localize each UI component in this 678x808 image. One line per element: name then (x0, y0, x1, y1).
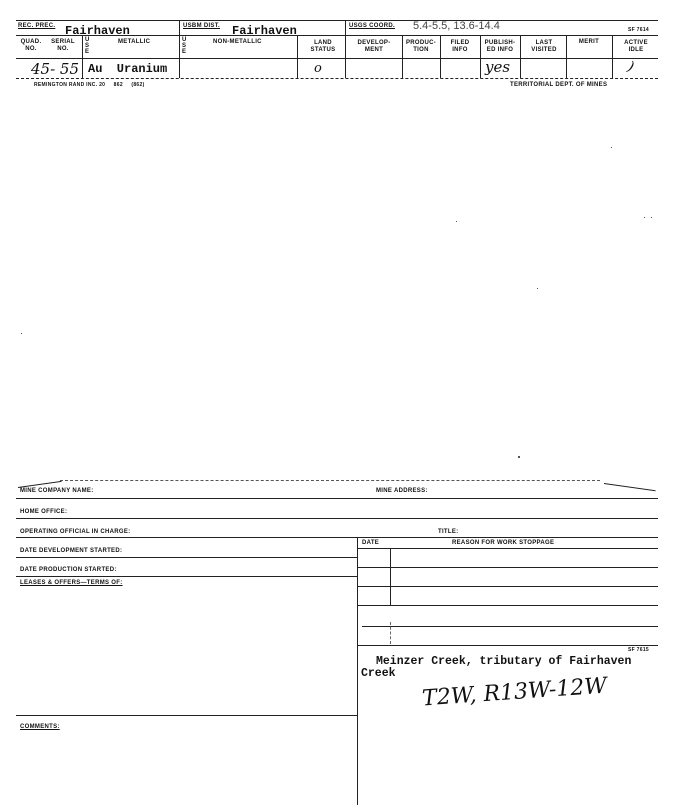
mine-address-label: MINE ADDRESS: (376, 488, 428, 494)
rec-prec-value: Fairhaven (65, 24, 130, 38)
leases-label: LEASES & OFFERS—TERMS OF: (20, 580, 123, 586)
usgs-coord-label: USGS COORD. (349, 23, 395, 29)
divider (566, 35, 567, 78)
torn-edge-right (604, 483, 656, 491)
divider (16, 537, 658, 538)
divider (440, 35, 441, 78)
divider (357, 645, 658, 646)
published-info-value: yes (485, 58, 511, 76)
torn-edge-left (18, 481, 62, 488)
col-land-status: LAND STATUS (310, 40, 336, 53)
footer-left: REMINGTON RAND INC. 20 862 (862) (34, 82, 145, 88)
handwritten-location: T2W, R13W-12W (421, 673, 608, 712)
divider (297, 35, 298, 78)
row-bottom (16, 78, 658, 79)
column-divider (16, 58, 658, 59)
col-serial-no: SERIAL NO. (51, 39, 75, 52)
note-line-2: Creek (361, 667, 396, 680)
active-idle-value: ) (625, 58, 637, 76)
col-non-metallic: NON-METALLIC (213, 39, 262, 45)
col-filed-info: FILED INFO (450, 40, 470, 53)
home-office-label: HOME OFFICE: (20, 509, 68, 515)
title-label: TITLE: (438, 529, 459, 535)
col-use-left: U S E (85, 37, 90, 55)
divider (345, 20, 346, 78)
usbm-dist-value: Fairhaven (232, 24, 297, 38)
divider (179, 20, 180, 78)
usgs-coord-value: 5.4-5.5, 13.6-14.4 (413, 20, 500, 32)
mine-company-label: MINE COMPANY NAME: (20, 488, 94, 494)
metallic-value: Au Uranium (88, 62, 168, 76)
footer-right: TERRITORIAL DEPT. OF MINES (510, 82, 608, 88)
divider (362, 626, 658, 627)
divider (16, 715, 357, 716)
form-number-bottom: SF 7615 (628, 647, 650, 653)
col-development: DEVELOP- MENT (357, 40, 391, 53)
divider (16, 576, 357, 577)
date-col-label: DATE (362, 540, 380, 546)
col-published-info: PUBLISH- ED INFO (484, 40, 516, 53)
bottom-card-top-border (60, 480, 600, 481)
date-prod-label: DATE PRODUCTION STARTED: (20, 567, 117, 573)
divider (82, 35, 83, 78)
divider (16, 518, 658, 519)
form-number-top: SF 7614 (628, 27, 650, 33)
divider (402, 35, 403, 78)
note-line-1: Meinzer Creek, tributary of Fairhaven (376, 655, 632, 668)
speckle (611, 147, 612, 148)
speckle (21, 333, 22, 334)
usbm-dist-label: USBM DIST. (183, 23, 221, 29)
operating-official-label: OPERATING OFFICIAL IN CHARGE: (20, 529, 131, 535)
col-production: PRODUC- TION (405, 40, 437, 53)
speckle (537, 288, 538, 289)
col-merit: MERIT (578, 39, 600, 45)
divider (357, 605, 658, 606)
land-status-value: o (314, 61, 322, 76)
top-border (16, 20, 658, 21)
col-metallic: METALLIC (118, 39, 151, 45)
speckle (456, 221, 457, 222)
col-active-idle: ACTIVE IDLE (624, 40, 648, 53)
col-use-right: U S E (182, 37, 187, 55)
divider (520, 35, 521, 78)
divider (357, 548, 658, 549)
speckle (644, 217, 645, 218)
reason-col-label: REASON FOR WORK STOPPAGE (452, 540, 555, 546)
comments-label: COMMENTS: (20, 724, 60, 730)
rec-prec-label: REC. PREC. (18, 23, 56, 29)
divider (357, 586, 658, 587)
stoppage-table-left (357, 537, 358, 805)
date-col-divider (390, 548, 391, 606)
divider (612, 35, 613, 78)
col-last-visited: LAST VISITED (531, 40, 557, 53)
divider (16, 498, 658, 499)
divider (480, 35, 481, 78)
speckle (518, 456, 520, 458)
speckle (651, 217, 652, 218)
divider (16, 557, 357, 558)
divider (357, 567, 658, 568)
quad-serial-value: 45- 55 (31, 60, 80, 78)
col-quad-no: QUAD. NO. (20, 39, 42, 52)
date-dev-label: DATE DEVELOPMENT STARTED: (20, 548, 123, 554)
